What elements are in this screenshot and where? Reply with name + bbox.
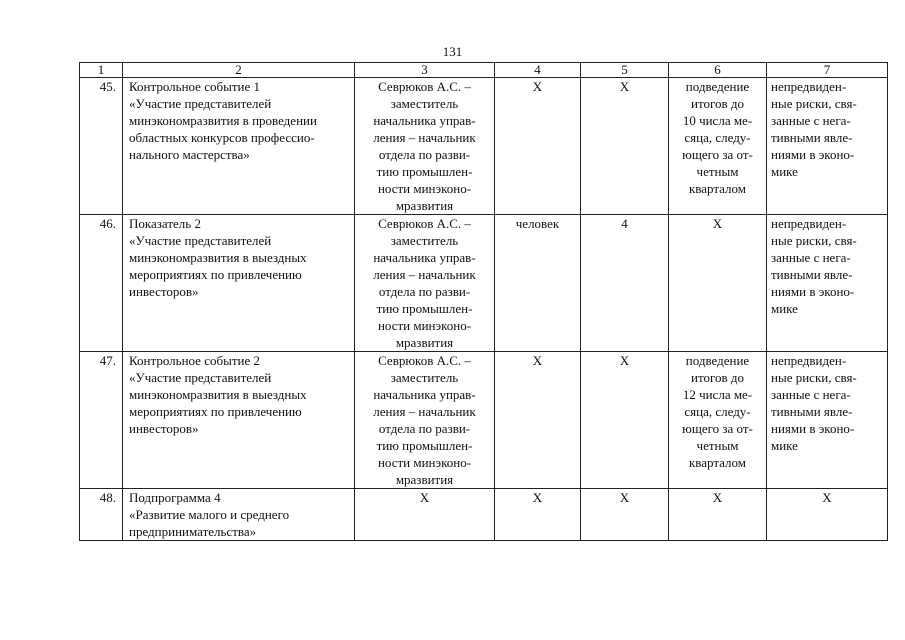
unit-cell: Х — [495, 489, 581, 541]
responsible-person: Севрюков А.С. – заместитель начальника управ- ления – начальник отдела по разви- тию промышлен- ности минэконо- мразвития — [355, 352, 495, 489]
activity-name: Контрольное событие 2 «Участие представителей минэкономразвития в выездных мероприятиях по привлечению инвесторов» — [123, 352, 355, 489]
risks-cell: непредвиден- ные риски, свя- занные с нега- тивными явле- ниями в эконо- мике — [767, 352, 888, 489]
value-cell: Х — [581, 489, 669, 541]
row-number: 45. — [80, 78, 123, 215]
responsible-person: Севрюков А.С. – заместитель начальника управ- ления – начальник отдела по разви- тию промышлен- ности минэконо- мразвития — [355, 215, 495, 352]
responsible-person: Х — [355, 489, 495, 541]
header-cell: 3 — [355, 63, 495, 78]
value-cell: 4 — [581, 215, 669, 352]
header-cell: 6 — [669, 63, 767, 78]
header-cell: 4 — [495, 63, 581, 78]
responsible-person: Севрюков А.С. – заместитель начальника управ- ления – начальник отдела по разви- тию промышлен- ности минэконо- мразвития — [355, 78, 495, 215]
value-cell: Х — [581, 352, 669, 489]
page-number: 131 — [442, 44, 463, 59]
row-number: 48. — [80, 489, 123, 541]
header-row — [80, 63, 888, 78]
risks-cell: непредвиден- ные риски, свя- занные с нега- тивными явле- ниями в эконо- мике — [767, 78, 888, 215]
deadline-cell: Х — [669, 215, 767, 352]
header-cell: 5 — [581, 63, 669, 78]
row-number: 47. — [80, 352, 123, 489]
value-cell: Х — [581, 78, 669, 215]
table-row — [80, 78, 888, 215]
unit-cell: Х — [495, 78, 581, 215]
activity-name: Контрольное событие 1 «Участие представителей минэкономразвития в проведении областных конкурсов профессио- нального мастерства» — [123, 78, 355, 215]
table-row — [80, 215, 888, 352]
plan-table — [79, 62, 888, 541]
header-cell: 1 — [80, 63, 123, 78]
activity-name: Показатель 2 «Участие представителей минэкономразвития в выездных мероприятиях по привлечению инвесторов» — [123, 215, 355, 352]
header-cell: 2 — [123, 63, 355, 78]
header-cell: 7 — [767, 63, 888, 78]
table-row — [80, 489, 888, 541]
deadline-cell: подведение итогов до 12 числа ме- сяца, следу- ющего за от- четным кварталом — [669, 352, 767, 489]
activity-name: Подпрограмма 4 «Развитие малого и среднего предпринимательства» — [123, 489, 355, 541]
row-number: 46. — [80, 215, 123, 352]
deadline-cell: подведение итогов до 10 числа ме- сяца, следу- ющего за от- четным кварталом — [669, 78, 767, 215]
unit-cell: человек — [495, 215, 581, 352]
risks-cell: Х — [767, 489, 888, 541]
table-row — [80, 352, 888, 489]
deadline-cell: Х — [669, 489, 767, 541]
unit-cell: Х — [495, 352, 581, 489]
risks-cell: непредвиден- ные риски, свя- занные с нега- тивными явле- ниями в эконо- мике — [767, 215, 888, 352]
